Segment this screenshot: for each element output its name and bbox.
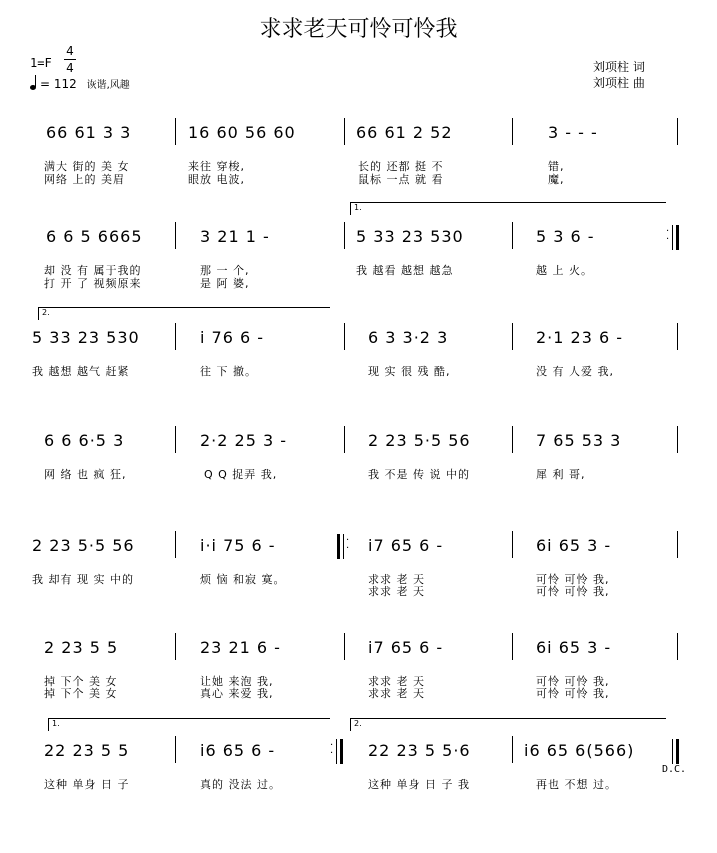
lyric: 让她 来泡 我, xyxy=(200,675,274,688)
tempo-marking xyxy=(30,76,130,91)
lyric: 魔, xyxy=(548,173,565,186)
lyric: 那 一 个, xyxy=(200,264,250,277)
measure: 6i 65 3 - xyxy=(536,638,612,657)
volta-2: 2. xyxy=(38,307,330,320)
notation-row xyxy=(28,531,680,561)
lyric: 犀 利 哥, xyxy=(536,468,586,481)
key-signature: 1=F xyxy=(30,56,52,70)
lyric: 却 没 有 属于我的 xyxy=(44,264,142,277)
measure: 6 6 6·5 3 xyxy=(44,431,125,450)
notation-row xyxy=(28,633,680,663)
da-capo-mark: D.C. xyxy=(662,764,687,775)
notation-row xyxy=(28,118,680,148)
measure: 16 60 56 60 xyxy=(188,123,296,142)
final-barline xyxy=(672,739,682,764)
lyric: 网 络 也 疯 狂, xyxy=(44,468,127,481)
measure: 3 21 1 - xyxy=(200,227,270,246)
lyric: 我 越看 越想 越急 xyxy=(356,264,454,277)
measure: i7 65 6 - xyxy=(368,536,444,555)
quarter-note-icon xyxy=(30,85,36,90)
measure: 3 - - - xyxy=(548,123,598,142)
repeat-dots: · · xyxy=(330,740,334,759)
lyric: 没 有 人爱 我, xyxy=(536,365,614,378)
lyric: 我 不是 传 说 中的 xyxy=(368,468,470,481)
measure: i 76 6 - xyxy=(200,328,265,347)
measure: 2 23 5 5 xyxy=(44,638,119,657)
lyric: 往 下 撤。 xyxy=(200,365,257,378)
notation-row xyxy=(28,323,680,353)
volta-1: 1. xyxy=(48,718,330,731)
lyric: 长的 还都 挺 不 xyxy=(358,160,444,173)
lyric: 满大 街的 美 女 xyxy=(44,160,130,173)
tempo-value: = 112 xyxy=(40,77,77,91)
repeat-dots: · · xyxy=(346,535,350,554)
lyric: 求求 老 天 xyxy=(368,573,425,586)
measure: 22 23 5 5·6 xyxy=(368,741,471,760)
volta-1: 1. xyxy=(350,202,666,215)
measure: i6 65 6(566) xyxy=(524,741,635,760)
lyric: Q Q 捉弄 我, xyxy=(204,468,278,481)
measure: 2·2 25 3 - xyxy=(200,431,288,450)
lyric: 这种 单身 日 子 我 xyxy=(368,778,470,791)
lyric: 求求 老 天 xyxy=(368,585,425,598)
time-signature xyxy=(64,44,76,75)
lyric: 再也 不想 过。 xyxy=(536,778,617,791)
measure: i6 65 6 - xyxy=(200,741,276,760)
lyric: 真的 没法 过。 xyxy=(200,778,281,791)
measure: i7 65 6 - xyxy=(368,638,444,657)
tempo-style: 诙谐,风趣 xyxy=(86,80,130,91)
lyric: 眼放 电波, xyxy=(188,173,245,186)
lyric: 我 越想 越气 赶紧 xyxy=(32,365,130,378)
lyric: 鼠标 一点 就 看 xyxy=(358,173,444,186)
measure: 2 23 5·5 56 xyxy=(32,536,135,555)
time-signature-bottom: 4 xyxy=(66,61,74,75)
measure: 66 61 2 52 xyxy=(356,123,453,142)
repeat-dots: · · xyxy=(666,226,670,245)
lyric: 真心 来爱 我, xyxy=(200,687,274,700)
lyric: 网络 上的 美眉 xyxy=(44,173,125,186)
song-title: 求求老天可怜可怜我 xyxy=(259,17,458,42)
volta-2: 2. xyxy=(350,718,666,731)
lyric: 越 上 火。 xyxy=(536,264,593,277)
lyric: 现 实 很 残 酷, xyxy=(368,365,451,378)
lyric: 我 却有 现 实 中的 xyxy=(32,573,134,586)
measure: 2·1 23 6 - xyxy=(536,328,624,347)
measure: 23 21 6 - xyxy=(200,638,281,657)
lyric: 掉 下个 美 女 xyxy=(44,675,118,688)
measure: 6 3 3·2 3 xyxy=(368,328,449,347)
measure: 5 3 6 - xyxy=(536,227,595,246)
repeat-end-barline xyxy=(336,739,346,764)
lyric: 可怜 可怜 我, xyxy=(536,573,610,586)
lyric: 是 阿 婆, xyxy=(200,277,250,290)
lyric: 可怜 可怜 我, xyxy=(536,687,610,700)
measure: 5 33 23 530 xyxy=(32,328,140,347)
measure: 6i 65 3 - xyxy=(536,536,612,555)
lyric: 这种 单身 日 子 xyxy=(44,778,130,791)
lyricist-credit: 刘项柱 词 xyxy=(593,60,645,74)
measure: i·i 75 6 - xyxy=(200,536,276,555)
measure: 5 33 23 530 xyxy=(356,227,464,246)
repeat-start-barline xyxy=(334,534,344,559)
repeat-end-barline xyxy=(672,225,682,250)
lyric: 打 开 了 视频原来 xyxy=(44,277,142,290)
lyric: 可怜 可怜 我, xyxy=(536,585,610,598)
measure: 22 23 5 5 xyxy=(44,741,130,760)
lyric: 烦 恼 和寂 寞。 xyxy=(200,573,286,586)
lyric: 求求 老 天 xyxy=(368,687,425,700)
notation-row xyxy=(28,736,680,766)
time-signature-top: 4 xyxy=(66,44,74,58)
composer-credit: 刘项柱 曲 xyxy=(593,76,645,90)
lyric: 来往 穿梭, xyxy=(188,160,245,173)
lyric: 掉 下个 美 女 xyxy=(44,687,118,700)
notation-row xyxy=(28,426,680,456)
measure: 2 23 5·5 56 xyxy=(368,431,471,450)
measure: 66 61 3 3 xyxy=(46,123,132,142)
notation-row xyxy=(28,222,680,252)
lyric: 错, xyxy=(548,160,565,173)
measure: 7 65 53 3 xyxy=(536,431,622,450)
measure: 6 6 5 6665 xyxy=(46,227,143,246)
lyric: 可怜 可怜 我, xyxy=(536,675,610,688)
lyric: 求求 老 天 xyxy=(368,675,425,688)
